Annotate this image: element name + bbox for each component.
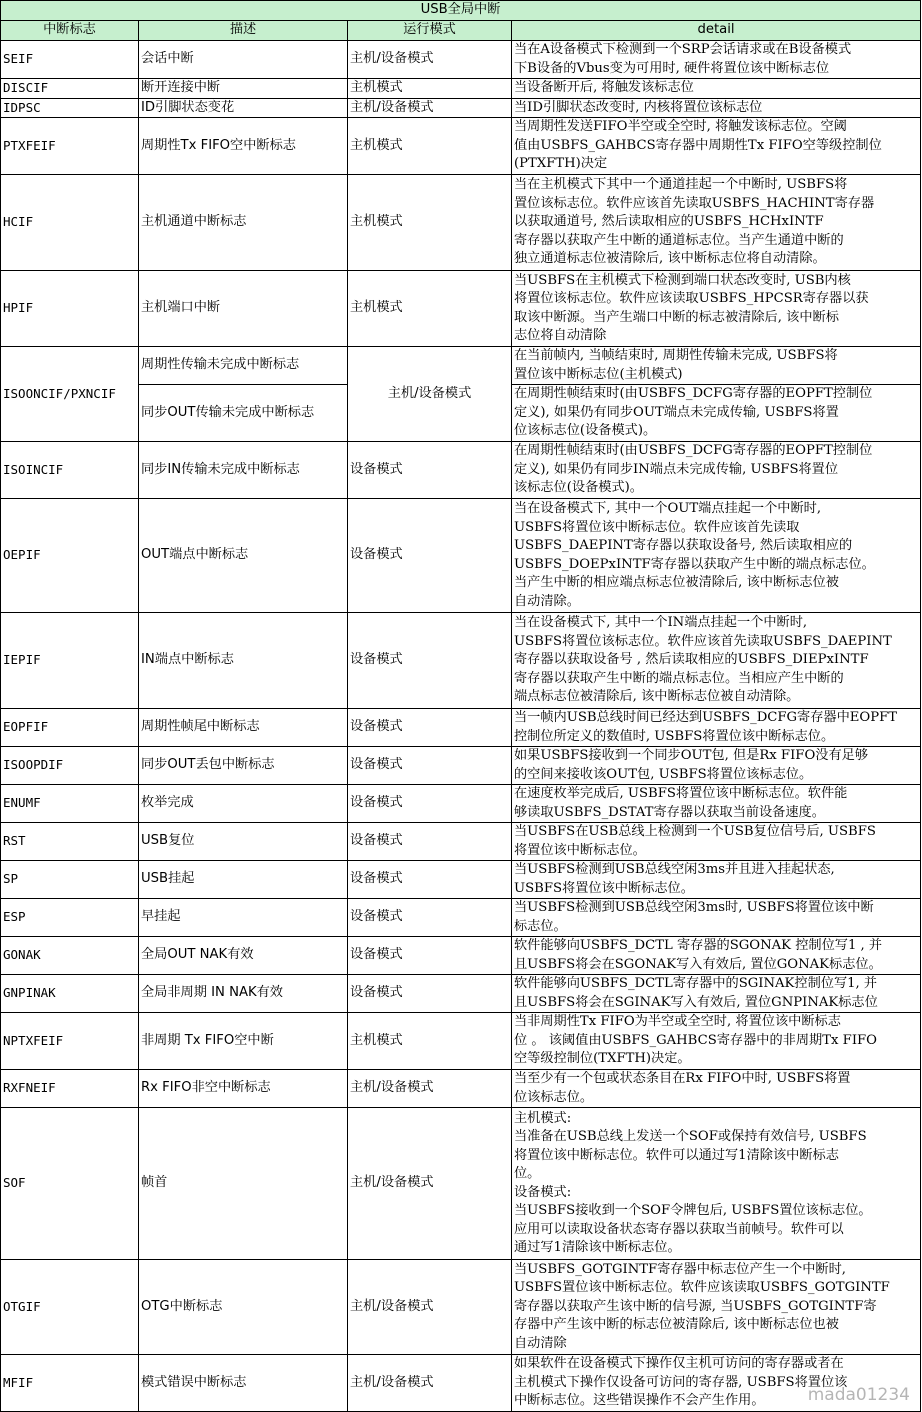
interrupt-description: USB挂起 xyxy=(139,861,348,899)
interrupt-detail xyxy=(512,937,921,975)
detail-line: 当USBFS检测到USB总线空闲3ms时, USBFS将置位该中断 xyxy=(514,900,874,915)
table-title-row xyxy=(1,1,921,21)
run-mode: 主机/设备模式 xyxy=(348,1070,512,1108)
interrupt-detail xyxy=(512,899,921,937)
interrupt-detail xyxy=(512,975,921,1013)
interrupt-detail xyxy=(512,98,921,118)
run-mode: 主机/设备模式 xyxy=(348,347,512,442)
table-row xyxy=(1,41,921,79)
interrupt-detail xyxy=(512,613,921,709)
interrupt-detail xyxy=(512,785,921,823)
interrupt-description: 全局OUT NAK有效 xyxy=(139,937,348,975)
detail-line: USBFS将置位该标志位。软件应该首先读取USBFS_DAEPINT xyxy=(514,633,892,649)
detail-line: USBFS置位该中断标志位。软件应该读取USBFS_GOTGINTF xyxy=(514,1280,890,1296)
interrupt-flag: DISCIF xyxy=(1,79,139,99)
detail-line: 定义), 如果仍有同步OUT端点未完成传输, USBFS将置 xyxy=(514,404,839,420)
detail-line: 软件能够向USBFS_DCTL 寄存器的SGONAK 控制位写1 , 并 xyxy=(514,938,883,953)
detail-line: 主机模式下操作仅设备可访问的寄存器, USBFS将置位该 xyxy=(514,1374,848,1390)
table-row xyxy=(1,613,921,709)
detail-line: 值由USBFS_GAHBCS寄存器中周期性Tx FIFO空等级控制位 xyxy=(514,137,882,153)
interrupt-description: 断开连接中断 xyxy=(139,79,348,99)
detail-line: 自动清除 xyxy=(514,1335,567,1351)
run-mode: 主机/设备模式 xyxy=(348,98,512,118)
run-mode: 主机模式 xyxy=(348,118,512,175)
detail-line: 端点标志位被清除后, 该中断标志位被自动清除。 xyxy=(514,689,800,705)
run-mode: 设备模式 xyxy=(348,747,512,785)
detail-line: 且USBFS将会在SGINAK写入有效后, 置位GNPINAK标志位 xyxy=(514,994,878,1010)
detail-line: 置位该中断标志位(主机模式) xyxy=(514,366,683,382)
detail-line: 当在A设备模式下检测到一个SRP会话请求或在B设备模式 xyxy=(514,42,852,57)
detail-line: 独立通道标志位被清除后, 该中断标志位将自动清除。 xyxy=(514,251,826,267)
detail-line: 当USBFS接收到一个SOF令牌包后, USBFS置位该标志位。 xyxy=(514,1203,872,1218)
table-row xyxy=(1,98,921,118)
detail-line: 的空间来接收该OUT包, USBFS将置位该标志位。 xyxy=(514,766,813,782)
detail-line: 在周期性帧结束时(由USBFS_DCFG寄存器的EOPFT控制位 xyxy=(514,386,873,402)
run-mode: 设备模式 xyxy=(348,937,512,975)
table-row xyxy=(1,861,921,899)
detail-line: 设备模式: xyxy=(514,1184,572,1200)
detail-line: 当ID引脚状态改变时, 内核将置位该标志位 xyxy=(514,99,763,115)
interrupt-flag: ISOONCIF/PXNCIF xyxy=(1,347,139,442)
run-mode: 主机/设备模式 xyxy=(348,1108,512,1260)
interrupt-flag: HPIF xyxy=(1,271,139,347)
interrupt-description: USB复位 xyxy=(139,823,348,861)
detail-line: 如果USBFS接收到一个同步OUT包, 但是Rx FIFO没有足够 xyxy=(514,748,869,763)
interrupt-description: 全局非周期 IN NAK有效 xyxy=(139,975,348,1013)
table-row xyxy=(1,709,921,747)
interrupt-detail xyxy=(512,1260,921,1355)
detail-line: 位该标志位。 xyxy=(514,1089,594,1105)
detail-line: 如果软件在设备模式下操作仅主机可访问的寄存器或者在 xyxy=(514,1356,844,1372)
interrupt-description: 模式错误中断标志 xyxy=(139,1355,348,1412)
interrupt-flag: IDPSC xyxy=(1,98,139,118)
detail-line: 将置位该中断标志位。软件可以通过写1清除该中断标志 xyxy=(514,1147,839,1163)
interrupt-flag: ESP xyxy=(1,899,139,937)
detail-line: 应用可以读取设备状态寄存器以获取当前帧号。软件可以 xyxy=(514,1221,844,1237)
table-row xyxy=(1,79,921,99)
run-mode: 主机/设备模式 xyxy=(348,1355,512,1412)
run-mode: 设备模式 xyxy=(348,709,512,747)
detail-line: 当在主机模式下其中一个通道挂起一个中断时, USBFS将 xyxy=(514,177,848,193)
interrupt-detail xyxy=(512,347,921,385)
interrupt-description: OUT端点中断标志 xyxy=(139,499,348,613)
interrupt-detail xyxy=(512,1070,921,1108)
table-title: USB全局中断 xyxy=(1,1,921,21)
detail-line: (PTXFTH)决定 xyxy=(514,156,608,172)
table-row xyxy=(1,175,921,271)
interrupt-flag: GONAK xyxy=(1,937,139,975)
interrupt-detail xyxy=(512,1108,921,1260)
interrupt-detail xyxy=(512,175,921,271)
detail-line: 软件能够向USBFS_DCTL寄存器中的SGINAK控制位写1, 并 xyxy=(514,976,878,991)
detail-line: 标志位。 xyxy=(514,918,567,934)
table-header-row xyxy=(1,21,921,41)
run-mode: 主机模式 xyxy=(348,175,512,271)
run-mode: 设备模式 xyxy=(348,823,512,861)
interrupt-description: 同步IN传输未完成中断标志 xyxy=(139,442,348,499)
interrupt-description: 同步OUT丢包中断标志 xyxy=(139,747,348,785)
interrupt-detail xyxy=(512,41,921,79)
interrupt-detail xyxy=(512,709,921,747)
detail-line: 当非周期性Tx FIFO为半空或全空时, 将置位该中断标志 xyxy=(514,1014,841,1030)
detail-line: 当一帧内USB总线时间已经达到USBFS_DCFG寄存器中EOPFT xyxy=(514,710,898,725)
interrupt-description: 周期性Tx FIFO空中断标志 xyxy=(139,118,348,175)
interrupt-description: 主机通道中断标志 xyxy=(139,175,348,271)
detail-line: 下B设备的Vbus变为可用时, 硬件将置位该中断标志位 xyxy=(514,60,830,76)
interrupt-flag: ENUMF xyxy=(1,785,139,823)
detail-line: 志位将自动清除 xyxy=(514,328,607,343)
detail-line: 当在设备模式下, 其中一个OUT端点挂起一个中断时, xyxy=(514,501,822,516)
detail-line: USBFS_DAEPINT寄存器以获取设备号, 然后读取相应的 xyxy=(514,538,853,553)
interrupt-description: OTG中断标志 xyxy=(139,1260,348,1355)
table-row xyxy=(1,975,921,1013)
interrupt-flag: OTGIF xyxy=(1,1260,139,1355)
detail-line: 以获取通道号, 然后读取相应的USBFS_HCHxINTF xyxy=(514,214,824,230)
run-mode: 设备模式 xyxy=(348,899,512,937)
table-row xyxy=(1,1355,921,1412)
interrupt-description: 周期性传输未完成中断标志 xyxy=(139,347,348,385)
interrupt-flag: PTXFEIF xyxy=(1,118,139,175)
watermark: mada01234 xyxy=(807,1385,910,1405)
table-row xyxy=(1,1260,921,1355)
detail-line: 位该标志位(设备模式)。 xyxy=(514,423,657,439)
detail-line: 将置位该中断标志位。 xyxy=(514,842,646,858)
interrupt-description: 非周期 Tx FIFO空中断 xyxy=(139,1013,348,1070)
detail-line: 将置位该标志位。软件应该读取USBFS_HPCSR寄存器以获 xyxy=(514,291,869,306)
interrupt-flag: HCIF xyxy=(1,175,139,271)
header-detail: detail xyxy=(512,21,921,41)
detail-line: 存器中产生该中断的标志位被清除后, 该中断标志位也被 xyxy=(514,1317,839,1333)
interrupt-detail xyxy=(512,118,921,175)
detail-line: 空等级控制位(TXFTH)决定。 xyxy=(514,1051,691,1067)
detail-line: USBFS_DOEPxINTF寄存器以获取产生中断的端点标志位。 xyxy=(514,556,875,572)
detail-line: 位 。 该阈值由USBFS_GAHBCS寄存器中的非周期Tx FIFO xyxy=(514,1032,877,1048)
detail-line: 定义), 如果仍有同步IN端点未完成传输, USBFS将置位 xyxy=(514,461,839,477)
interrupt-detail xyxy=(512,1013,921,1070)
run-mode: 主机模式 xyxy=(348,1013,512,1070)
detail-line: 置位该标志位。软件应该首先读取USBFS_HACHINT寄存器 xyxy=(514,195,875,211)
interrupt-detail xyxy=(512,747,921,785)
table-row xyxy=(1,823,921,861)
detail-line: 中断标志位。这些错误操作不会产生作用。 xyxy=(514,1393,765,1409)
run-mode: 设备模式 xyxy=(348,975,512,1013)
interrupt-detail xyxy=(512,271,921,347)
interrupt-description: 同步OUT传输未完成中断标志 xyxy=(139,385,348,442)
interrupt-detail xyxy=(512,499,921,613)
interrupt-description: 主机端口中断 xyxy=(139,271,348,347)
run-mode: 主机/设备模式 xyxy=(348,41,512,79)
detail-line: 寄存器以获取产生中断的通道标志位。当产生通道中断的 xyxy=(514,232,844,248)
run-mode: 主机模式 xyxy=(348,79,512,99)
interrupt-flag: NPTXFEIF xyxy=(1,1013,139,1070)
interrupt-description: 会话中断 xyxy=(139,41,348,79)
detail-line: 取该中断源。当产生端口中断的标志被清除后, 该中断标 xyxy=(514,309,839,325)
interrupt-flag: SP xyxy=(1,861,139,899)
detail-line: 当USBFS检测到USB总线空闲3ms并且进入挂起状态, xyxy=(514,862,835,877)
run-mode: 主机/设备模式 xyxy=(348,1260,512,1355)
interrupt-description: Rx FIFO非空中断标志 xyxy=(139,1070,348,1108)
interrupt-description: IN端点中断标志 xyxy=(139,613,348,709)
header-mode: 运行模式 xyxy=(348,21,512,41)
interrupt-flag: IEPIF xyxy=(1,613,139,709)
run-mode: 设备模式 xyxy=(348,499,512,613)
table-row xyxy=(1,271,921,347)
detail-line: 且USBFS将会在SGONAK写入有效后, 置位GONAK标志位。 xyxy=(514,956,882,972)
interrupt-detail xyxy=(512,385,921,442)
table-row xyxy=(1,747,921,785)
header-description: 描述 xyxy=(139,21,348,41)
header-flag: 中断标志 xyxy=(1,21,139,41)
detail-line: 当准备在USB总线上发送一个SOF或保持有效信号, USBFS xyxy=(514,1129,867,1144)
interrupt-description: 枚举完成 xyxy=(139,785,348,823)
table-row xyxy=(1,1070,921,1108)
interrupt-detail xyxy=(512,861,921,899)
detail-line: 在速度枚举完成后, USBFS将置位该中断标志位。软件能 xyxy=(514,786,848,801)
interrupt-detail xyxy=(512,442,921,499)
table-row xyxy=(1,1013,921,1070)
detail-line: 当在设备模式下, 其中一个IN端点挂起一个中断时, xyxy=(514,615,808,631)
interrupt-description: ID引脚状态变花 xyxy=(139,98,348,118)
detail-line: 自动清除。 xyxy=(514,593,580,609)
interrupt-description: 早挂起 xyxy=(139,899,348,937)
interrupt-flag: ISOOPDIF xyxy=(1,747,139,785)
detail-line: 在周期性帧结束时(由USBFS_DCFG寄存器的EOPFT控制位 xyxy=(514,443,873,459)
detail-line: 当USBFS_GOTGINTF寄存器中标志位产生一个中断时, xyxy=(514,1261,846,1277)
run-mode: 主机模式 xyxy=(348,271,512,347)
table-row xyxy=(1,118,921,175)
interrupt-flag: OEPIF xyxy=(1,499,139,613)
interrupt-description: 帧首 xyxy=(139,1108,348,1260)
detail-line: 通过写1清除该中断标志位。 xyxy=(514,1240,681,1255)
detail-line: 当产生中断的相应端点标志位被清除后, 该中断标志位被 xyxy=(514,575,839,590)
interrupt-detail xyxy=(512,79,921,99)
interrupt-flag: MFIF xyxy=(1,1355,139,1412)
interrupt-flag: RXFNEIF xyxy=(1,1070,139,1108)
detail-line: 在当前帧内, 当帧结束时, 周期性传输未完成, USBFS将 xyxy=(514,348,838,363)
interrupt-flag: ISOINCIF xyxy=(1,442,139,499)
detail-line: 寄存器以获取产生该中断的信号源, 当USBFS_GOTGINTF寄 xyxy=(514,1298,877,1314)
table-row xyxy=(1,499,921,613)
table-row xyxy=(1,899,921,937)
interrupt-flag: SEIF xyxy=(1,41,139,79)
table-row xyxy=(1,347,921,385)
table-row xyxy=(1,785,921,823)
table-row xyxy=(1,937,921,975)
interrupt-flag: GNPINAK xyxy=(1,975,139,1013)
interrupt-flag: SOF xyxy=(1,1108,139,1260)
interrupt-description: 周期性帧尾中断标志 xyxy=(139,709,348,747)
interrupt-flag: EOPFIF xyxy=(1,709,139,747)
detail-line: 当设备断开后, 将触发该标志位 xyxy=(514,80,694,95)
detail-line: 该标志位(设备模式)。 xyxy=(514,480,643,496)
run-mode: 设备模式 xyxy=(348,785,512,823)
detail-line: USBFS将置位该中断标志位。 xyxy=(514,880,694,896)
detail-line: 当USBFS在USB总线上检测到一个USB复位信号后, USBFS xyxy=(514,824,876,839)
detail-line: 够读取USBFS_DSTAT寄存器以获取当前设备速度。 xyxy=(514,804,825,820)
table-row xyxy=(1,442,921,499)
detail-line: 主机模式: xyxy=(514,1110,572,1126)
run-mode: 设备模式 xyxy=(348,613,512,709)
detail-line: 寄存器以获取产生中断的端点标志位。当相应产生中断的 xyxy=(514,670,844,686)
run-mode: 设备模式 xyxy=(348,861,512,899)
detail-line: 控制位所定义的数值时, USBFS将置位该中断标志位。 xyxy=(514,728,835,744)
interrupt-detail xyxy=(512,823,921,861)
detail-line: 位。 xyxy=(514,1166,541,1181)
detail-line: 当至少有一个包或状态条目在Rx FIFO中时, USBFS将置 xyxy=(514,1071,851,1086)
interrupt-flag: RST xyxy=(1,823,139,861)
detail-line: 寄存器以获取设备号 , 然后读取相应的USBFS_DIEPxINTF xyxy=(514,652,869,668)
table-row xyxy=(1,1108,921,1260)
detail-line: 当周期性发送FIFO半空或全空时, 将触发该标志位。空阈 xyxy=(514,119,847,135)
detail-line: 当USBFS在主机模式下检测到端口状态改变时, USB内核 xyxy=(514,272,851,288)
detail-line: USBFS将置位该中断标志位。软件应该首先读取 xyxy=(514,519,800,535)
run-mode: 设备模式 xyxy=(348,442,512,499)
